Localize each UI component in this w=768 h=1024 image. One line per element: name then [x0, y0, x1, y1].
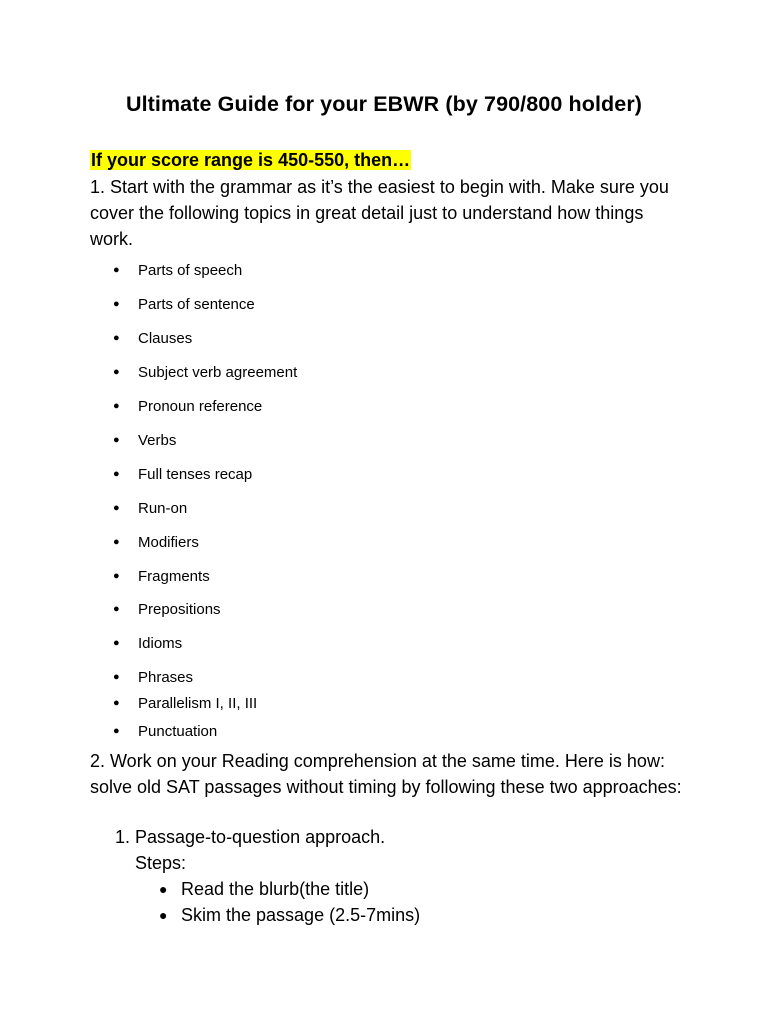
list-item: ● Parallelism I, II, III [113, 695, 258, 712]
list-item: ● Fragments [113, 568, 210, 585]
steps-label: Steps: [135, 853, 187, 873]
step-item: ● Skim the passage (2.5-7mins) [159, 905, 421, 925]
bullet-icon: ● [113, 400, 120, 412]
bullet-icon: ● [159, 881, 168, 897]
list-item: ● Modifiers [113, 534, 199, 551]
bullet-icon: ● [113, 298, 120, 310]
list-item: ● Punctuation [113, 723, 218, 740]
bullet-icon: ● [113, 502, 120, 514]
highlighted-heading-text: If your score range is 450-550, then… [91, 150, 411, 170]
bullet-icon: ● [113, 637, 120, 649]
list-item: ● Run-on [113, 500, 188, 517]
step-item: ● Read the blurb(the title) [159, 879, 370, 899]
bullet-icon: ● [113, 366, 120, 378]
list-item: ● Verbs [113, 432, 177, 449]
list-item: ● Parts of speech [113, 262, 243, 279]
section-heading [90, 149, 411, 171]
bullet-icon: ● [113, 434, 120, 446]
bullet-icon: ● [113, 603, 120, 615]
list-item: ● Pronoun reference [113, 398, 263, 415]
list-item: ● Full tenses recap [113, 466, 253, 483]
bullet-icon: ● [113, 468, 120, 480]
bullet-icon: ● [159, 907, 168, 923]
list-item: ● Prepositions [113, 601, 221, 618]
bullet-icon: ● [113, 697, 120, 709]
bullet-icon: ● [113, 332, 120, 344]
bullet-icon: ● [113, 264, 120, 276]
approach-item: 1. Passage-to-question approach. [115, 827, 386, 847]
bullet-icon: ● [113, 570, 120, 582]
list-item: ● Idioms [113, 635, 183, 652]
list-item: ● Phrases [113, 669, 194, 686]
bullet-icon: ● [113, 671, 120, 683]
document-title: Ultimate Guide for your EBWR (by 790/800 holder) [125, 92, 643, 116]
paragraph-grammar: 1. Start with the grammar as it’s the easiest to begin with. Make sure you cover the following topics in great detail just to understand how things work. [90, 177, 669, 249]
list-item: ● Clauses [113, 330, 193, 347]
paragraph-reading: 2. Work on your Reading comprehension at the same time. Here is how: solve old SAT passages without timing by following these two approaches: [90, 751, 682, 797]
bullet-icon: ● [113, 536, 120, 548]
list-item: ● Subject verb agreement [113, 364, 298, 381]
bullet-icon: ● [113, 725, 120, 737]
list-item: ● Parts of sentence [113, 296, 255, 313]
